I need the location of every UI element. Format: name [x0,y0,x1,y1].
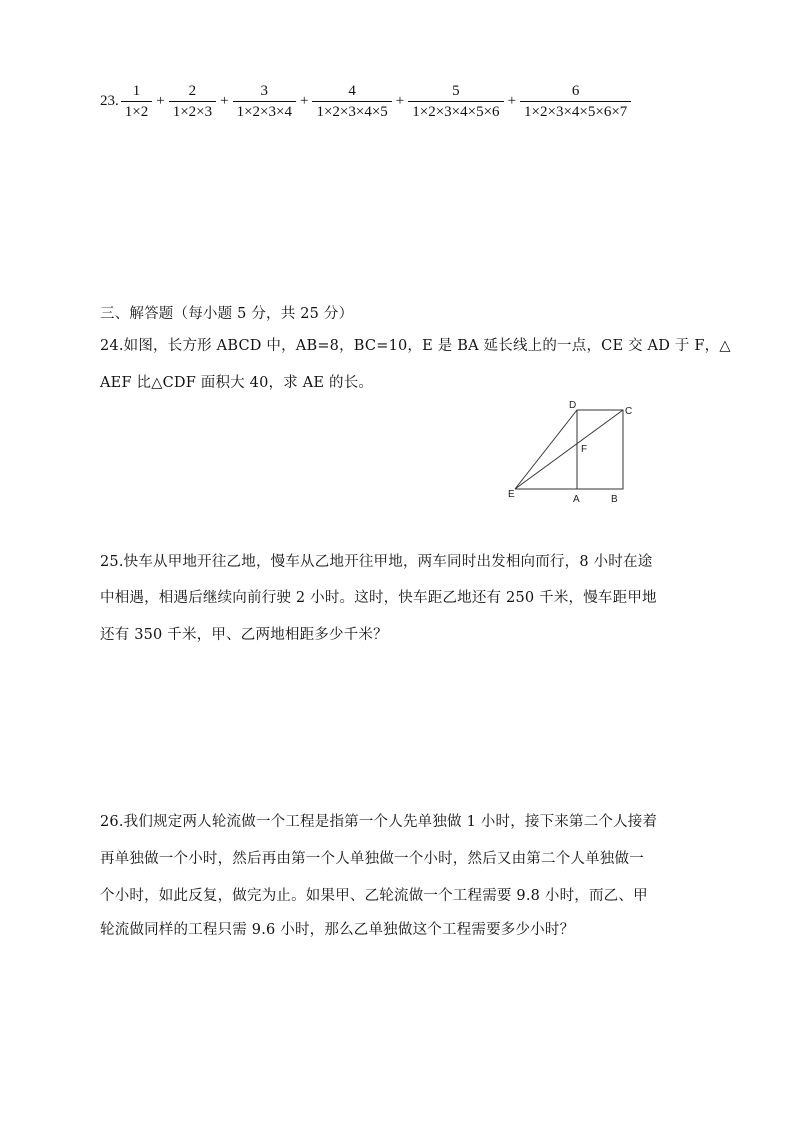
q26-line-1: 26.我们规定两人轮流做一个工程是指第一个人先单独做 1 小时，接下来第二个人接着 [100,814,658,830]
segment-ec [515,410,623,489]
fraction-2: $\frac{2}{1\times 2\times 3}$ [169,83,216,120]
plus-sign: + [220,92,229,109]
fraction-5: $\frac{5}{1\times 2\times 3\times 4\times 5\times 6}$ [408,83,503,120]
q26-line-3: 个小时，如此反复，做完为止。如果甲、乙轮流做一个工程需要 9.8 小时，而乙、甲 [100,888,648,904]
label-c: C [625,406,633,417]
plus-sign: + [395,92,405,109]
fraction-3: $\frac{3}{1\times 2\times 3\times 4}$ [233,83,296,120]
q23-number: 23. [100,92,119,109]
label-b: B [611,494,618,505]
q23-expression [100,76,633,126]
q24-line-1: 24.如图，长方形 ABCD 中，AB=8，BC=10，E 是 BA 延长线上的一点，CE 交 AD 于 F，△ [100,338,731,354]
plus-sign: + [507,92,517,109]
plus-sign: + [299,92,309,109]
q25-line-3: 还有 350 千米，甲、乙两地相距多少千米？ [100,627,388,643]
q25-line-1: 25.快车从甲地开往乙地，慢车从乙地开往甲地，两车同时出发相向而行，8 小时在途 [100,554,653,570]
fraction-4: $\frac{4}{1\times 2\times 3\times 4\times 5}$ [312,83,391,120]
plus-sign: + [156,92,165,109]
section-heading: 三、解答题（每小题 5 分，共 25 分） [100,306,354,322]
fraction-1: $\frac{1}{1\times 2}$ [121,83,152,120]
segment-ed [515,410,577,489]
fraction-6: $\frac{6}{1\times 2\times 3\times 4\times 5\times 6\times 7}$ [520,83,631,120]
q26-line-2: 再单独做一个小时，然后再由第一个人单独做一个小时，然后又由第二个人单独做一 [100,851,644,867]
q24-line-2: AEF 比△CDF 面积大 40，求 AE 的长。 [100,375,374,391]
q26-line-4: 轮流做同样的工程只需 9.6 小时，那么乙单独做这个工程需要多少小时？ [100,922,575,938]
label-f: F [581,444,588,455]
label-e: E [508,489,515,500]
rectangle-figure [505,398,645,510]
q25-line-2: 中相遇，相遇后继续向前行驶 2 小时。这时，快车距乙地还有 250 千米，慢车距甲地 [100,590,657,606]
label-a: A [573,494,580,505]
label-d: D [569,400,577,411]
